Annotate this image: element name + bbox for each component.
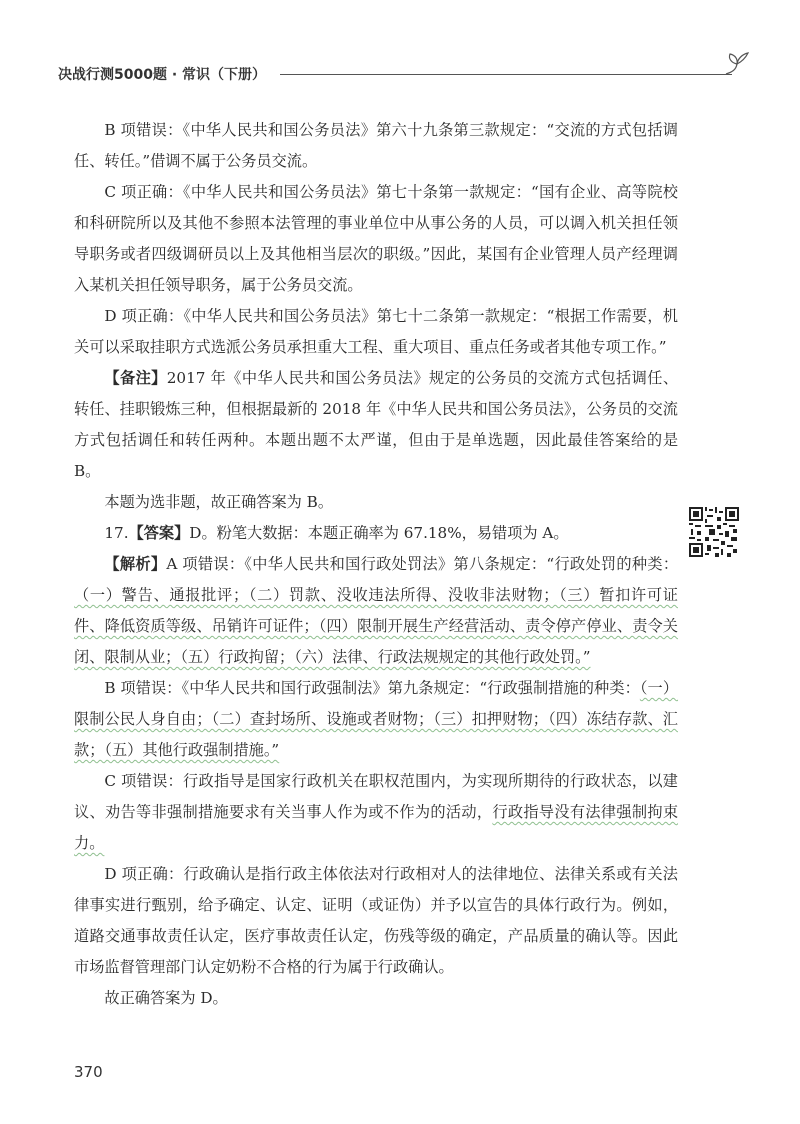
qr-code-icon[interactable] (689, 507, 739, 557)
paragraph-text: C 项错误：行政指导是国家行政机关在职权范围内，为实现所期待的行政状态，以建议、劝告等非强制措施要求有关当事人作为或不作为的活动， (74, 772, 678, 821)
paragraph: B 项错误：《中华人民共和国公务员法》第六十九条第三款规定：“交流的方式包括调任、转任。”借调不属于公务员交流。 (74, 121, 678, 170)
analysis-text: A 项错误：《中华人民共和国行政处罚法》第八条规定：“行政处罚的种类： (166, 555, 679, 573)
paragraph (74, 766, 678, 859)
running-header (58, 60, 748, 90)
highlighted-text: （一）限制公民人身自由；（二）查封场所、设施或者财物；（三）扣押财物；（四）冻结存款、汇款；（五）其他行政强制措施。” (74, 679, 679, 759)
paragraph (74, 673, 678, 766)
paragraph-text: B 项错误：《中华人民共和国行政强制法》第九条规定：“行政强制措施的种类： (104, 679, 640, 697)
sprout-icon (722, 50, 752, 76)
paragraph: 本题为选非题，故正确答案为 B。 (104, 493, 334, 511)
analysis-label: 【解析】 (104, 555, 167, 573)
analysis-paragraph (74, 549, 678, 673)
paragraph: D 项正确：行政确认是指行政主体依法对行政相对人的法律地位、法律关系或有关法律事实进行甄别，给予确定、认定、证明（或证伪）并予以宣告的具体行政行为。例如，道路交通事故责任认定，医疗事故责任认定，伤残等级的确定，产品质量的确认等。因此市场监督管理部门认定奶粉不合格的行为属于行政确认。 (74, 865, 678, 976)
note-text: 2017 年《中华人民共和国公务员法》规定的公务员的交流方式包括调任、转任、挂职锻炼三种，但根据最新的 2018 年《中华人民共和国公务员法》，公务员的交流方式包括调任和转任两种。本题出题不太严谨，但由于是单选题，因此最佳答案给的是 B。 (74, 369, 679, 480)
note-label: 【备注】 (104, 369, 167, 387)
highlighted-text: （一）警告、通报批评；（二）罚款、没收违法所得、没收非法财物；（三）暂扣许可证件、降低资质等级、吊销许可证件；（四）限制开展生产经营活动、责令停产停业、责令关闭、限制从业；（五）行政拘留；（六）法律、行政法规规定的其他行政处罚。” (74, 586, 678, 666)
highlighted-text: 行政指导没有法律强制拘束力。 (74, 803, 679, 852)
page-body (74, 115, 678, 1014)
paragraph: 故正确答案为 D。 (104, 989, 228, 1007)
paragraph: D 项正确：《中华人民共和国公务员法》第七十二条第一款规定：“根据工作需要，机关可以采取挂职方式选派公务员承担重大工程、重大项目、重点任务或者其他专项工作。” (74, 307, 678, 356)
page-number: 370 (74, 1063, 103, 1081)
answer-text: D。粉笔大数据：本题正确率为 67.18%，易错项为 A。 (189, 524, 569, 542)
paragraph: C 项正确：《中华人民共和国公务员法》第七十条第一款规定：“国有企业、高等院校和科研院所以及其他不参照本法管理的事业单位中从事公务的人员，可以调入机关担任领导职务或者四级调研员以上及其他相当层次的职级。”因此，某国有企业管理人员产经理调入某机关担任领导职务，属于公务员交流。 (74, 183, 678, 294)
question-number: 17. (104, 524, 129, 542)
book-title: 决战行测5000题 · 常识（下册） (58, 67, 267, 83)
answer-label: 【答案】 (128, 524, 190, 542)
header-rule (280, 74, 732, 75)
question-answer (74, 518, 678, 549)
note-paragraph (74, 363, 678, 487)
